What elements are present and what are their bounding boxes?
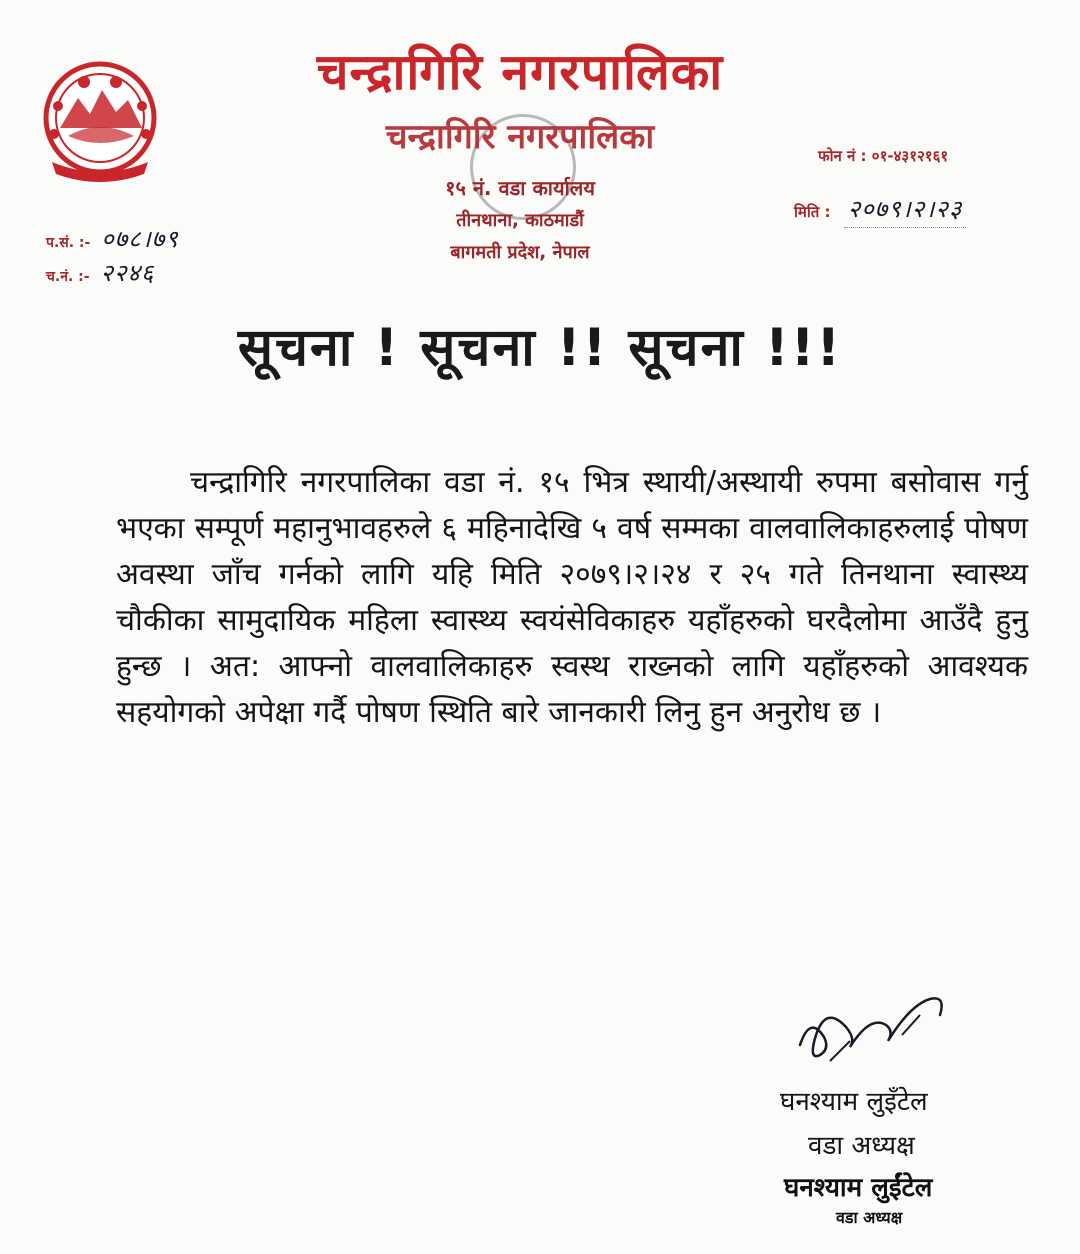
date-label: मिति : [794,203,831,221]
stamp-office-name: चन्द्रागिरि नगरपालिका [385,117,655,157]
stamp-province: बागमती प्रदेश, नेपाल [450,242,590,263]
notice-body: चन्द्रागिरि नगरपालिका वडा नं. १५ भित्र स्थायी/अस्थायी रुपमा बसोवास गर्नु भएका सम्पूर्ण महानुभावहरुले ६ महिनादेखि ५ वर्ष सम्मका वालवालिकाहरुलाई पोषण अवस्था जाँच गर्नको लागि यहि मिति २०७९।२।२४ र २५ गते तिनथाना स्वास्थ्य चौकीका सामुदायिक महिला स्वास्थ्य स्वयंसेविकाहरु यहाँहरुको घरदैलोमा आउँदै हुनु हुन्छ । अत: आफ्नो वालवालिकाहरु स्वस्थ राख्नको लागि यहाँहरुको आवश्यक सहयोगको अपेक्षा गर्दै पोषण स्थिति बारे जानकारी लिनु हुन अनुरोध छ । [116,465,1028,730]
signature-icon [790,975,960,1070]
date-line [794,192,966,228]
signatory-stamp-title: वडा अध्यक्ष [836,1208,903,1227]
date-value: २०७९।२।२३ [844,192,967,228]
ref-ps-value: ०७८।७९ [101,225,179,253]
stamp-ward-office: १५ नं. वडा कार्यालय [445,176,595,200]
ref-cn-label: च.नं. :- [46,269,90,285]
ref-ps-label: प.सं. :- [46,235,91,251]
stamp-location: तीनथाना, काठमाडौं [456,210,584,231]
nepal-emblem-icon [38,58,162,188]
office-stamp [330,108,710,293]
signatory-name: घनश्याम लुइँटेल [780,1087,928,1117]
signatory-stamp-name: घनश्याम लुईंटेल [784,1173,933,1203]
phone-number: फोन नं : ०१-४३१२१६१ [818,147,949,165]
notice-title: सूचना ! सूचना !! सूचना !!! [237,318,843,378]
office-name: चन्द्रागिरि नगरपालिका [316,43,724,101]
reference-letter-number [46,222,179,255]
ref-cn-value: २२४६ [100,259,155,287]
signatory-title: वडा अध्यक्ष [808,1131,915,1161]
dispatch-number [46,256,154,289]
